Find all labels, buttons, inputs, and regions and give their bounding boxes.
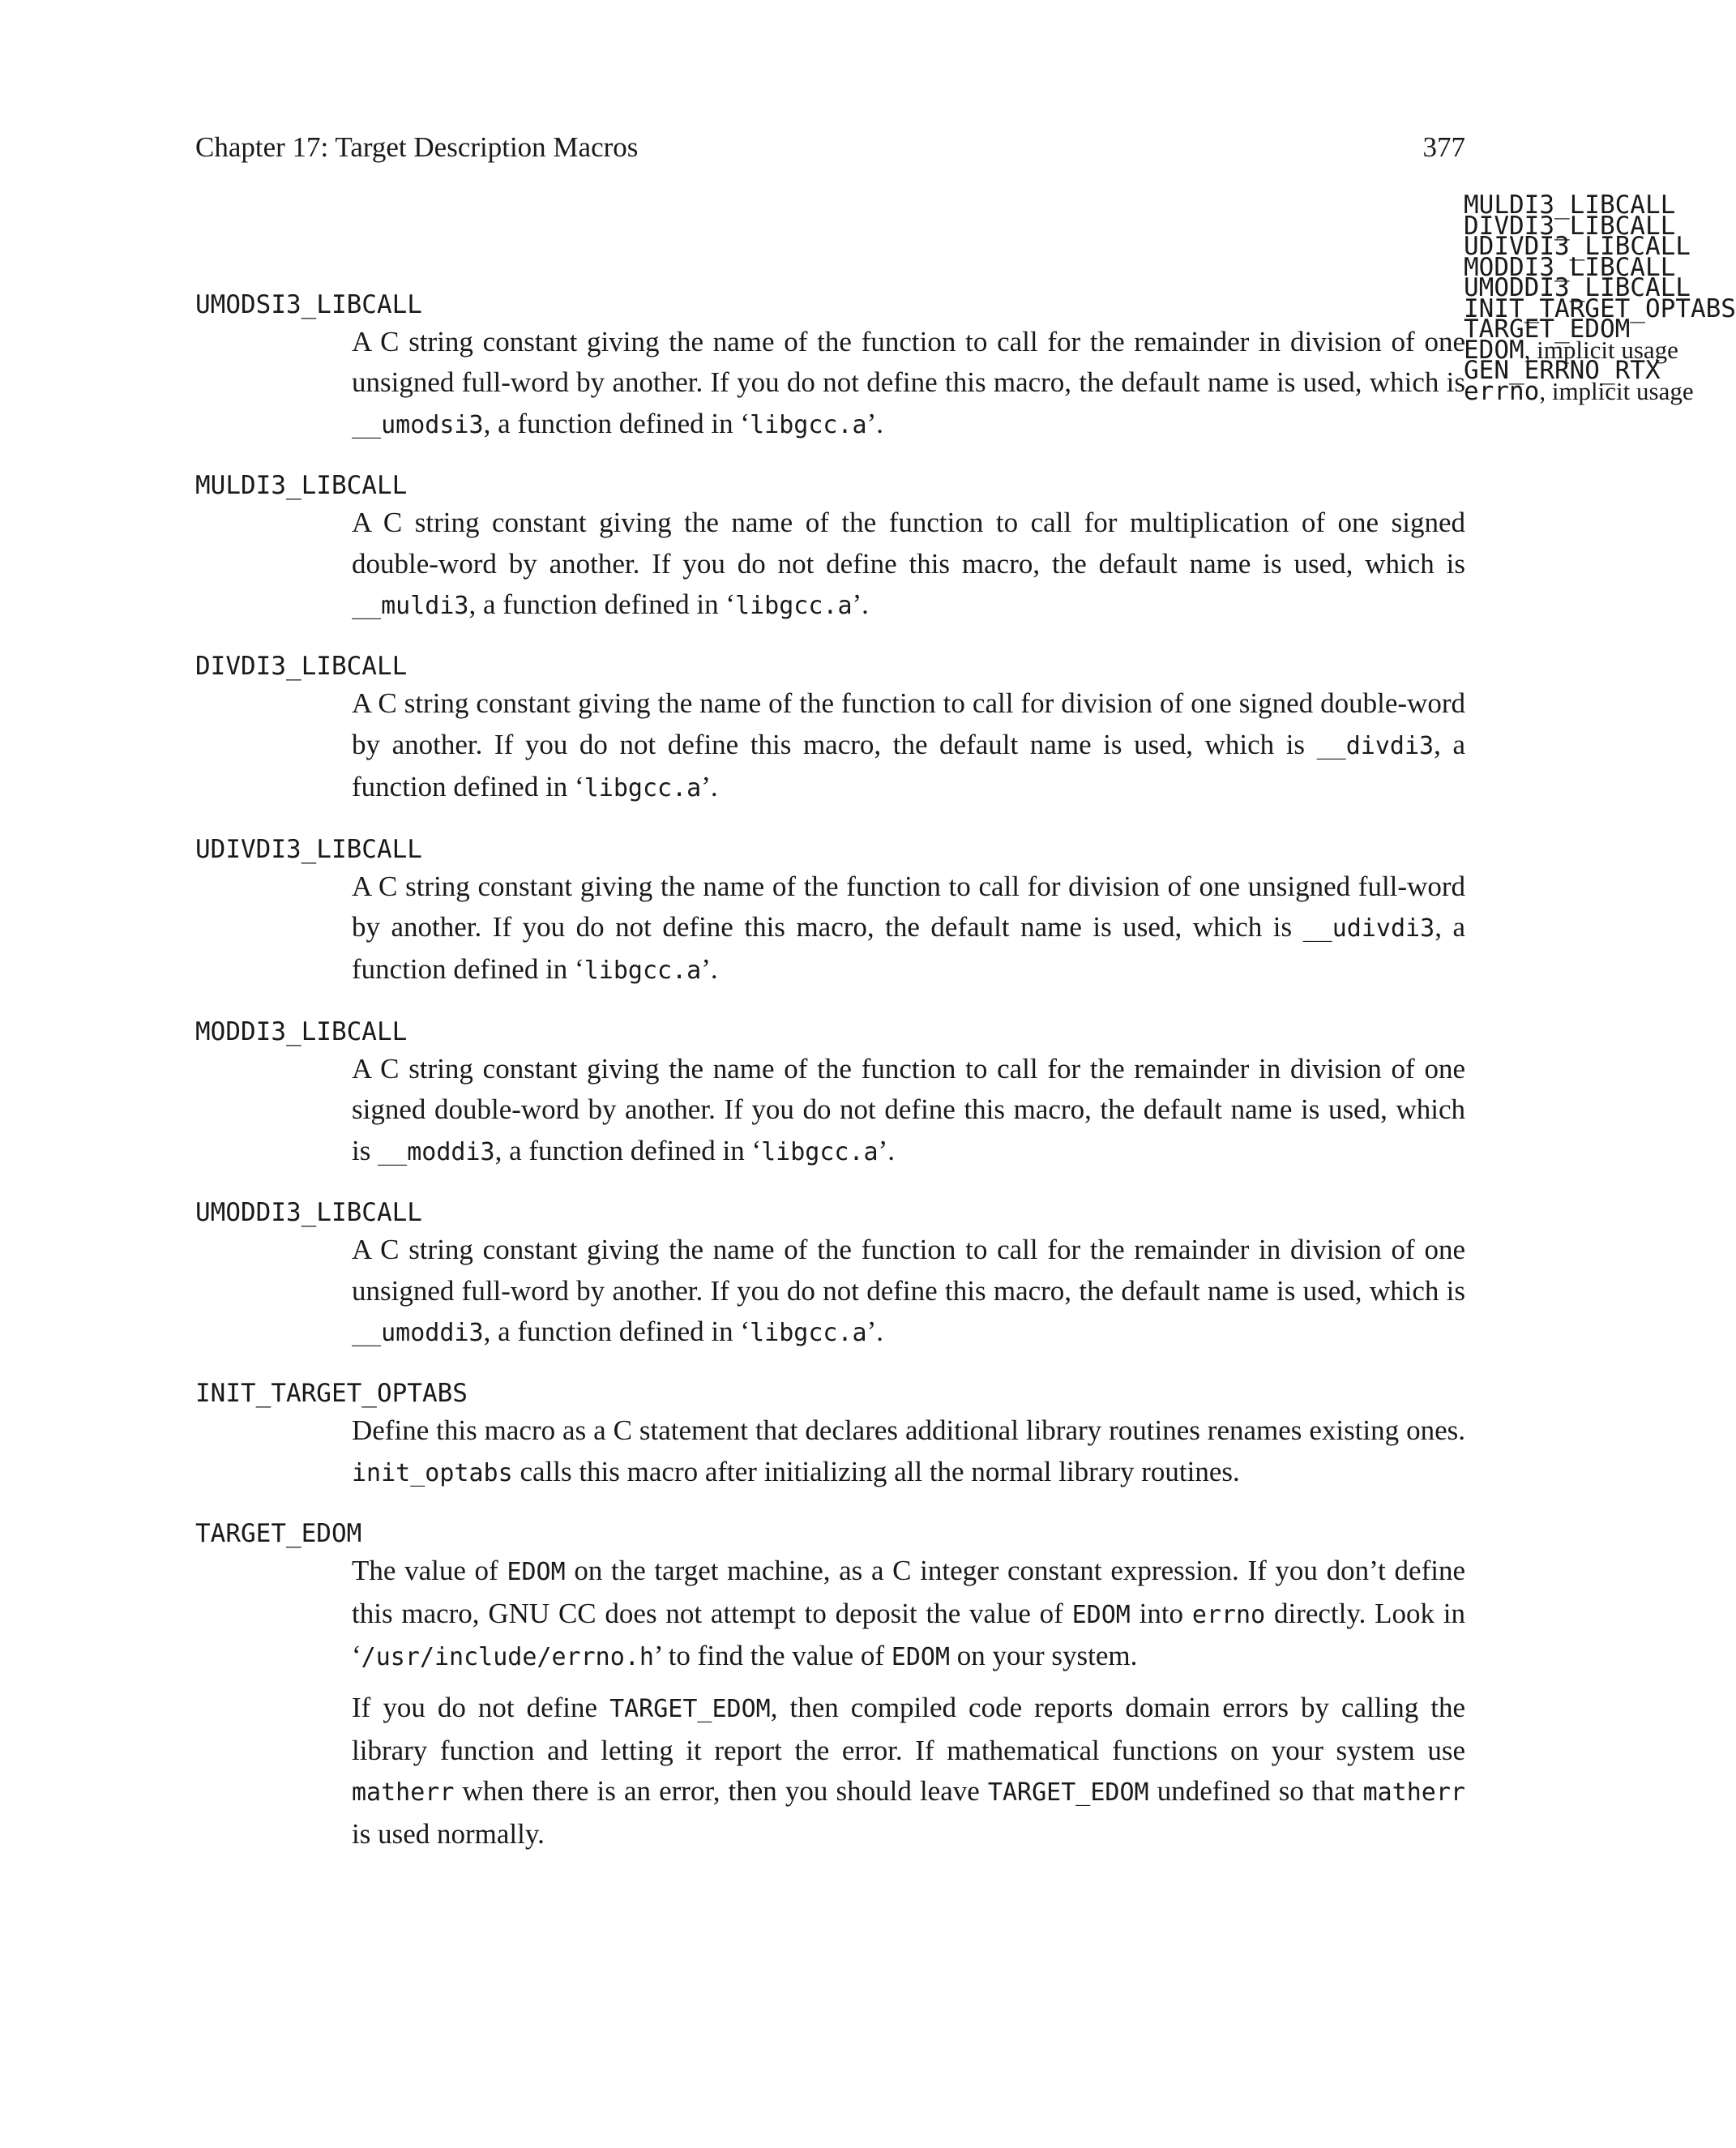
margin-index-entry: TARGET_EDOM (1464, 314, 1631, 344)
margin-index-entry: EDOM, implicit usage (1464, 335, 1678, 365)
paragraph: The value of EDOM on the target machine, as a C integer constant expression. If you don’t define this macro, GNU CC does not attempt to deposit the value of EDOM into errno directly. Look in ‘/usr/include/errno.h’ to find the value of EDOM on your system. (352, 1555, 1466, 1671)
macro-description: A C string constant giving the name of the function to call for the remainder in division of one signed double-word by another. If you do not define this macro, the default name is used, which is __moddi3, a function defined in ‘libgcc.a’. (352, 1052, 1465, 1166)
margin-index-entry: MODDI3_LIBCALL (1464, 252, 1676, 282)
chapter-title: Chapter 17: Target Description Macros (195, 131, 639, 163)
macro-description (352, 1551, 1465, 1855)
margin-index-entry: MULDI3_LIBCALL (1464, 190, 1676, 220)
margin-index-entry: UDIVDI3_LIBCALL (1464, 232, 1691, 261)
margin-index-entry: DIVDI3_LIBCALL (1464, 211, 1676, 241)
macro-term: INIT_TARGET_OPTABS (195, 1379, 468, 1409)
macro-entry-muldi3 (195, 469, 1465, 627)
page-body (195, 288, 1465, 1877)
macro-description: A C string constant giving the name of the function to call for the remainder in division of one unsigned full-word by another. If you do not define this macro, the default name is used, which is __umoddi3, a function defined in ‘libgcc.a’. (352, 1234, 1465, 1347)
page-number: 377 (1422, 131, 1465, 163)
macro-term: UMODDI3_LIBCALL (195, 1198, 422, 1228)
macro-description: A C string constant giving the name of the function to call for division of one unsigned full-word by another. If you do not define this macro, the default name is used, which is __udivdi3, a function defined in ‘libgcc.a’. (352, 870, 1465, 986)
macro-entry-target-edom (195, 1517, 1465, 1855)
margin-index-entry: INIT_TARGET_OPTABS (1464, 293, 1736, 323)
macro-entry-moddi3 (195, 1015, 1465, 1173)
margin-index-entry: UMODDI3_LIBCALL (1464, 273, 1691, 302)
macro-term: UMODSI3_LIBCALL (195, 290, 422, 319)
macro-description: A C string constant giving the name of the function to call for multiplication of one signed double-word by another. If you do not define this macro, the default name is used, which is __muldi3, a function defined in ‘libgcc.a’. (352, 507, 1465, 621)
paragraph: If you do not define TARGET_EDOM, then compiled code reports domain errors by calling the library function and letting it report the error. If mathematical functions on your system use matherr when there is an error, then you should leave TARGET_EDOM undefined so that matherr is used normally. (352, 1692, 1465, 1850)
macro-description: A C string constant giving the name of the function to call for the remainder in division of one unsigned full-word by another. If you do not define this macro, the default name is used, which is __umodsi3, a function defined in ‘libgcc.a’. (352, 326, 1465, 439)
macro-term: TARGET_EDOM (195, 1519, 362, 1549)
macro-description: Define this macro as a C statement that declares additional library routines renames existing ones. init_optabs calls this macro after initializing all the normal library routines. (352, 1414, 1465, 1487)
macro-term: MULDI3_LIBCALL (195, 471, 408, 501)
macro-entry-umoddi3 (195, 1196, 1465, 1354)
margin-index-entry: GEN_ERRNO_RTX (1464, 356, 1661, 385)
margin-index-entry: errno, implicit usage (1464, 376, 1694, 406)
macro-entry-umodsi3 (195, 288, 1465, 446)
margin-index-column (1464, 190, 1736, 406)
macro-entry-udivdi3 (195, 832, 1465, 992)
macro-term: DIVDI3_LIBCALL (195, 652, 408, 682)
macro-entry-divdi3 (195, 649, 1465, 809)
macro-description: A C string constant giving the name of the function to call for division of one signed double-word by another. If you do not define this macro, the default name is used, which is __divdi3, a function defined in ‘libgcc.a’. (352, 687, 1465, 803)
macro-term: UDIVDI3_LIBCALL (195, 834, 422, 864)
macro-entry-init-target-optabs (195, 1376, 1465, 1494)
macro-term: MODDI3_LIBCALL (195, 1016, 408, 1046)
